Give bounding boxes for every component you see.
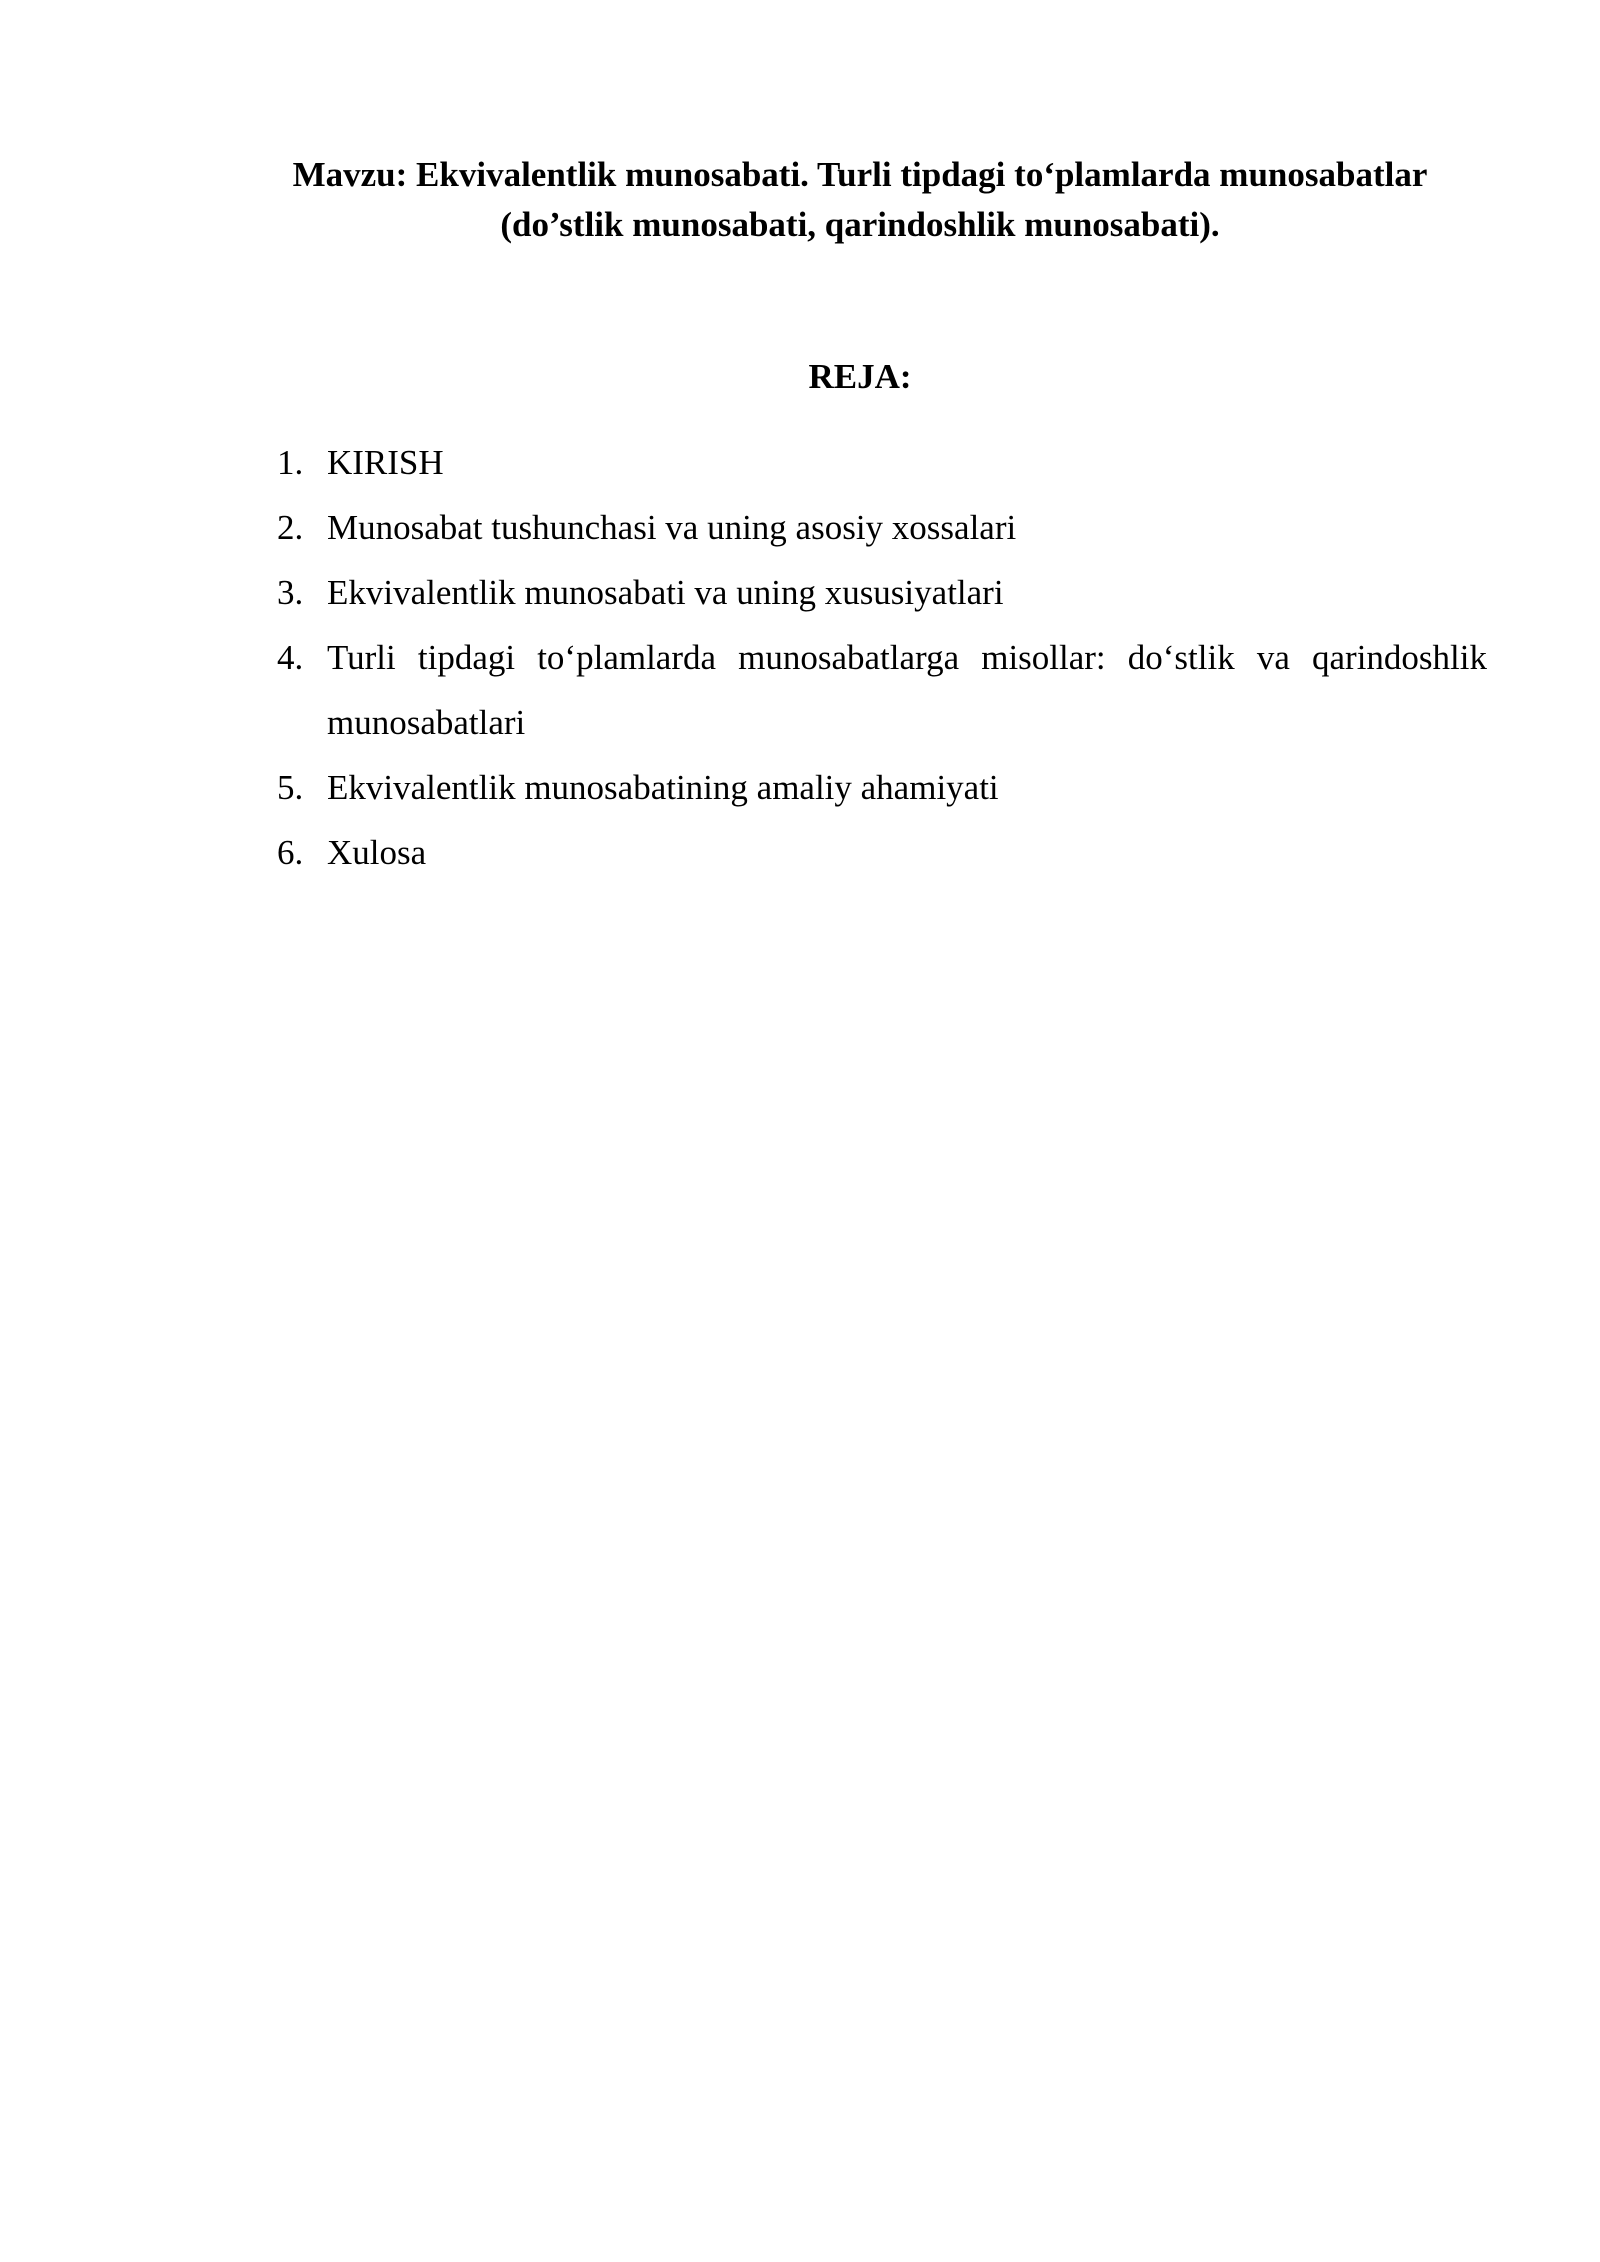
- plan-item-text: KIRISH: [327, 443, 444, 482]
- plan-item-text: Ekvivalentlik munosabati va uning xususiyatlari: [327, 573, 1004, 612]
- title-line-1: Mavzu: Ekvivalentlik munosabati. Turli tipdagi to‘plamlarda munosabatlar: [292, 155, 1428, 194]
- plan-item-number: 2.: [277, 508, 304, 547]
- plan-item-text: Munosabat tushunchasi va uning asosiy xossalari: [327, 508, 1017, 547]
- plan-item-text: Turli tipdagi to‘plamlarda munosabatlarga misollar: do‘stlik va qarindoshlik munosabatlari: [327, 638, 1487, 742]
- plan-item-number: 4.: [277, 638, 304, 677]
- plan-item-text: Xulosa: [327, 833, 427, 872]
- plan-item-text: Ekvivalentlik munosabatining amaliy ahamiyati: [327, 768, 999, 807]
- document-title: [200, 150, 1520, 250]
- plan-item-number: 1.: [277, 443, 304, 482]
- title-line-2: (do’stlik munosabati, qarindoshlik munosabati).: [500, 205, 1220, 244]
- plan-heading: REJA:: [808, 357, 912, 396]
- plan-item-number: 5.: [277, 768, 304, 807]
- plan-item-number: 6.: [277, 833, 304, 872]
- plan-item-number: 3.: [277, 573, 304, 612]
